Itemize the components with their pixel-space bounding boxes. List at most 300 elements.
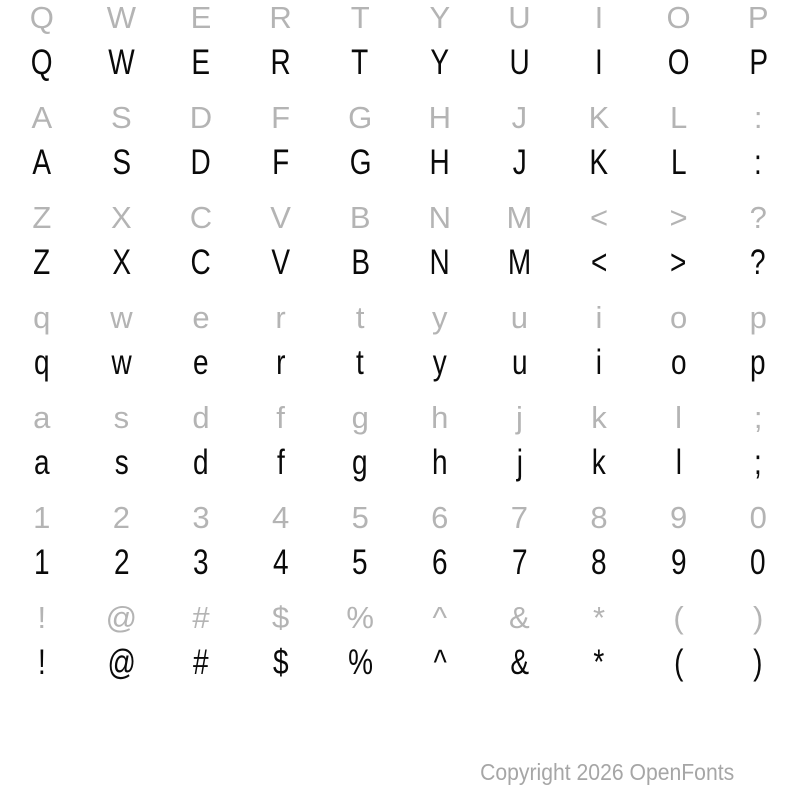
copyright-label: Copyright 2026 OpenFonts — [479, 759, 734, 785]
ghost-glyph: N — [428, 200, 451, 235]
ink-glyph: R — [270, 43, 291, 82]
ink-glyph: 8 — [591, 543, 607, 582]
glyph-cell — [639, 596, 719, 640]
glyph-cell — [718, 296, 798, 340]
glyph-cell — [82, 536, 162, 590]
ink-glyph: T — [351, 43, 369, 82]
glyph-cell — [718, 436, 798, 490]
ghost-glyph: d — [192, 400, 210, 435]
ink-glyph: H — [429, 143, 450, 182]
glyph-cell — [480, 396, 560, 440]
ink-glyph: i — [595, 343, 603, 382]
ghost-glyph: < — [589, 200, 609, 235]
ink-glyph: 5 — [352, 543, 368, 582]
ghost-glyph: X — [111, 200, 132, 235]
specimen-pair-uppercase-top-row — [2, 0, 798, 100]
glyph-cell — [559, 36, 639, 90]
glyph-cell — [161, 196, 241, 240]
glyph-cell — [241, 236, 321, 290]
ink-glyph: ^ — [433, 643, 447, 682]
glyph-cell — [161, 496, 241, 540]
specimen-pair-digits-row — [2, 500, 798, 600]
glyph-cell — [639, 196, 719, 240]
ink-glyph: U — [509, 43, 530, 82]
glyph-cell — [480, 496, 560, 540]
ink-glyph: # — [193, 643, 209, 682]
ink-glyph: K — [589, 143, 609, 182]
ghost-glyph: Z — [32, 200, 52, 235]
glyph-cell — [400, 596, 480, 640]
ghost-glyph: w — [110, 300, 133, 335]
glyph-cell — [639, 396, 719, 440]
ghost-glyph: e — [192, 300, 210, 335]
glyph-cell — [161, 396, 241, 440]
ghost-glyph: 8 — [590, 500, 608, 535]
ink-symbols-row — [2, 636, 798, 690]
glyph-cell — [2, 536, 82, 590]
ink-glyph: @ — [107, 643, 136, 682]
ghost-glyph: y — [432, 300, 448, 335]
glyph-cell — [639, 496, 719, 540]
glyph-cell — [400, 196, 480, 240]
ink-glyph: * — [593, 643, 605, 682]
ink-uppercase-home-row — [2, 136, 798, 190]
ghost-glyph: t — [355, 300, 365, 335]
ghost-glyph: l — [675, 400, 683, 435]
ghost-glyph: Q — [29, 0, 54, 35]
glyph-cell — [639, 336, 719, 390]
glyph-cell — [320, 296, 400, 340]
glyph-cell — [241, 536, 321, 590]
glyph-cell — [718, 196, 798, 240]
glyph-cell — [320, 596, 400, 640]
ghost-glyph: R — [269, 0, 292, 35]
ink-glyph: 2 — [113, 543, 130, 582]
ink-glyph: f — [276, 443, 285, 482]
glyph-cell — [320, 196, 400, 240]
ghost-glyph: 3 — [192, 500, 210, 535]
ghost-lowercase-home-row — [2, 396, 798, 440]
glyph-cell — [480, 596, 560, 640]
glyph-cell — [2, 496, 82, 540]
ghost-glyph: 9 — [669, 500, 688, 535]
glyph-cell — [480, 636, 560, 690]
ghost-glyph: 6 — [431, 500, 449, 535]
glyph-cell — [320, 396, 400, 440]
glyph-cell — [718, 96, 798, 140]
ink-glyph: t — [356, 343, 365, 382]
glyph-cell — [161, 296, 241, 340]
ghost-glyph: T — [350, 0, 370, 35]
ghost-glyph: * — [592, 600, 606, 635]
ghost-glyph: ; — [753, 400, 763, 435]
ghost-glyph: ) — [753, 600, 764, 635]
glyph-cell — [480, 196, 560, 240]
ghost-symbols-row — [2, 596, 798, 640]
glyph-cell — [480, 236, 560, 290]
glyph-cell — [2, 436, 82, 490]
glyph-cell — [559, 136, 639, 190]
ghost-glyph: S — [111, 100, 132, 135]
glyph-cell — [559, 636, 639, 690]
ghost-glyph: a — [33, 400, 51, 435]
glyph-cell — [161, 136, 241, 190]
glyph-cell — [559, 296, 639, 340]
ink-glyph: 7 — [511, 543, 528, 582]
glyph-cell — [241, 596, 321, 640]
ink-glyph: 0 — [750, 543, 766, 582]
glyph-cell — [480, 36, 560, 90]
ink-glyph: L — [670, 143, 687, 182]
glyph-cell — [2, 396, 82, 440]
ink-glyph: D — [190, 143, 212, 182]
glyph-cell — [718, 596, 798, 640]
ink-glyph: j — [516, 443, 523, 482]
specimen-pair-symbols-row — [2, 600, 798, 700]
ghost-glyph: W — [106, 0, 137, 35]
ghost-glyph: @ — [105, 600, 138, 635]
ink-glyph: ! — [37, 643, 46, 682]
ink-glyph: p — [750, 343, 766, 382]
ghost-glyph: H — [428, 100, 451, 135]
ghost-glyph: s — [113, 400, 130, 435]
ghost-glyph: & — [509, 600, 530, 635]
glyph-cell — [400, 336, 480, 390]
glyph-cell — [718, 236, 798, 290]
ink-glyph: 4 — [272, 543, 289, 582]
glyph-cell — [241, 636, 321, 690]
glyph-cell — [718, 396, 798, 440]
ink-glyph: ? — [750, 243, 766, 282]
ghost-glyph: # — [192, 600, 210, 635]
ink-glyph: $ — [272, 643, 289, 682]
ghost-glyph: i — [595, 300, 603, 335]
ghost-glyph: p — [749, 300, 767, 335]
ink-glyph: % — [347, 643, 373, 682]
ghost-glyph: ! — [37, 600, 47, 635]
ghost-glyph: 7 — [510, 500, 529, 535]
ink-glyph: E — [191, 43, 211, 82]
glyph-cell — [2, 296, 82, 340]
ink-glyph: F — [272, 143, 290, 182]
ghost-glyph: g — [351, 400, 369, 435]
ink-glyph: q — [34, 343, 50, 382]
glyph-cell — [82, 596, 162, 640]
ghost-glyph: j — [515, 400, 523, 435]
glyph-cell — [559, 396, 639, 440]
ink-lowercase-home-row — [2, 436, 798, 490]
ghost-uppercase-top-row — [2, 0, 798, 40]
glyph-cell — [559, 236, 639, 290]
glyph-cell — [82, 396, 162, 440]
specimen-grid — [2, 0, 798, 700]
glyph-cell — [82, 136, 162, 190]
glyph-cell — [718, 136, 798, 190]
glyph-cell — [639, 436, 719, 490]
glyph-cell — [82, 496, 162, 540]
glyph-cell — [161, 536, 241, 590]
glyph-cell — [400, 96, 480, 140]
glyph-cell — [320, 36, 400, 90]
glyph-cell — [161, 0, 241, 40]
glyph-cell — [320, 336, 400, 390]
ink-uppercase-bottom-row — [2, 236, 798, 290]
ghost-glyph: A — [31, 100, 53, 135]
glyph-cell — [559, 496, 639, 540]
glyph-cell — [718, 536, 798, 590]
ghost-glyph: V — [270, 200, 291, 235]
glyph-cell — [320, 536, 400, 590]
glyph-cell — [2, 136, 82, 190]
glyph-cell — [320, 0, 400, 40]
ink-glyph: o — [670, 343, 687, 382]
ink-glyph: 1 — [34, 543, 50, 582]
ink-glyph: ( — [673, 643, 684, 682]
glyph-cell — [639, 136, 719, 190]
ink-glyph: ) — [753, 643, 763, 682]
ghost-glyph: J — [511, 100, 528, 135]
glyph-cell — [241, 0, 321, 40]
glyph-cell — [639, 0, 719, 40]
glyph-cell — [161, 36, 241, 90]
glyph-cell — [718, 36, 798, 90]
ink-glyph: J — [512, 143, 527, 182]
glyph-cell — [320, 96, 400, 140]
ghost-glyph: > — [669, 200, 688, 235]
ink-glyph: Z — [33, 243, 51, 282]
ghost-glyph: % — [346, 600, 374, 635]
glyph-cell — [559, 536, 639, 590]
ghost-uppercase-home-row — [2, 96, 798, 140]
glyph-cell — [161, 596, 241, 640]
glyph-cell — [480, 136, 560, 190]
glyph-cell — [2, 36, 82, 90]
ghost-glyph: G — [348, 100, 373, 135]
ghost-glyph: ? — [749, 200, 767, 235]
glyph-cell — [559, 196, 639, 240]
ghost-glyph: 4 — [271, 500, 290, 535]
glyph-cell — [320, 636, 400, 690]
ink-glyph: 6 — [431, 543, 448, 582]
ghost-glyph: 1 — [33, 500, 51, 535]
glyph-cell — [639, 96, 719, 140]
glyph-cell — [400, 136, 480, 190]
glyph-cell — [2, 636, 82, 690]
ink-glyph: & — [510, 643, 529, 682]
ink-glyph: 9 — [670, 543, 687, 582]
ghost-glyph: ^ — [432, 600, 448, 635]
specimen-pair-lowercase-top-row — [2, 300, 798, 400]
glyph-cell — [480, 536, 560, 590]
glyph-cell — [82, 436, 162, 490]
glyph-cell — [639, 636, 719, 690]
ink-glyph: : — [754, 143, 763, 182]
glyph-cell — [241, 496, 321, 540]
ink-glyph: w — [111, 343, 132, 382]
specimen-pair-lowercase-home-row — [2, 400, 798, 500]
ghost-glyph: r — [275, 300, 286, 335]
ghost-glyph: U — [508, 0, 531, 35]
ghost-glyph: ( — [673, 600, 684, 635]
glyph-cell — [480, 436, 560, 490]
glyph-cell — [559, 96, 639, 140]
ink-uppercase-top-row — [2, 36, 798, 90]
glyph-cell — [400, 236, 480, 290]
ghost-glyph: O — [666, 0, 691, 35]
glyph-cell — [400, 636, 480, 690]
glyph-cell — [400, 536, 480, 590]
ink-glyph: l — [675, 443, 682, 482]
glyph-cell — [400, 296, 480, 340]
ink-glyph: r — [275, 343, 286, 382]
glyph-cell — [480, 0, 560, 40]
glyph-cell — [400, 496, 480, 540]
ink-glyph: u — [511, 343, 528, 382]
ink-glyph: < — [590, 243, 608, 282]
ghost-glyph: u — [510, 300, 529, 335]
glyph-cell — [559, 0, 639, 40]
ghost-lowercase-top-row — [2, 296, 798, 340]
glyph-cell — [320, 136, 400, 190]
ink-glyph: S — [112, 143, 131, 182]
ink-lowercase-top-row — [2, 336, 798, 390]
ink-glyph: X — [112, 243, 131, 282]
glyph-cell — [400, 396, 480, 440]
ink-glyph: I — [595, 43, 603, 82]
glyph-cell — [320, 436, 400, 490]
ink-digits-row — [2, 536, 798, 590]
copyright-text — [458, 758, 734, 786]
ghost-digits-row — [2, 496, 798, 540]
glyph-cell — [241, 396, 321, 440]
ghost-glyph: C — [189, 200, 213, 235]
specimen-pair-uppercase-bottom-row — [2, 200, 798, 300]
ghost-glyph: o — [669, 300, 688, 335]
glyph-cell — [2, 236, 82, 290]
glyph-cell — [82, 36, 162, 90]
ink-glyph: d — [193, 443, 209, 482]
ink-glyph: V — [271, 243, 290, 282]
glyph-cell — [161, 236, 241, 290]
ghost-glyph: $ — [271, 600, 290, 635]
ghost-glyph: k — [591, 400, 607, 435]
glyph-cell — [2, 96, 82, 140]
ghost-glyph: B — [349, 200, 371, 235]
glyph-cell — [241, 136, 321, 190]
ink-glyph: B — [350, 243, 370, 282]
glyph-cell — [161, 336, 241, 390]
ink-glyph: N — [429, 243, 450, 282]
ink-glyph: e — [193, 343, 209, 382]
glyph-cell — [718, 496, 798, 540]
ink-glyph: M — [507, 243, 532, 282]
glyph-cell — [400, 0, 480, 40]
ink-glyph: P — [748, 43, 768, 82]
ghost-glyph: h — [431, 400, 449, 435]
glyph-cell — [639, 536, 719, 590]
glyph-cell — [82, 636, 162, 690]
glyph-cell — [639, 36, 719, 90]
glyph-cell — [241, 296, 321, 340]
glyph-cell — [400, 36, 480, 90]
glyph-cell — [82, 96, 162, 140]
glyph-cell — [2, 336, 82, 390]
glyph-cell — [161, 636, 241, 690]
ink-glyph: a — [34, 443, 50, 482]
glyph-cell — [639, 236, 719, 290]
ghost-glyph: E — [190, 0, 212, 35]
ghost-glyph: M — [506, 200, 533, 235]
ink-glyph: g — [352, 443, 368, 482]
ghost-glyph: F — [271, 100, 291, 135]
glyph-cell — [82, 296, 162, 340]
glyph-cell — [241, 436, 321, 490]
glyph-cell — [241, 336, 321, 390]
ink-glyph: A — [32, 143, 52, 182]
glyph-cell — [320, 496, 400, 540]
glyph-cell — [241, 196, 321, 240]
ghost-glyph: f — [276, 400, 285, 435]
ink-glyph: k — [591, 443, 606, 482]
ghost-glyph: D — [189, 100, 213, 135]
glyph-cell — [559, 336, 639, 390]
ink-glyph: Q — [30, 43, 53, 82]
glyph-cell — [2, 196, 82, 240]
ink-glyph: s — [114, 443, 129, 482]
ink-glyph: C — [190, 243, 212, 282]
glyph-cell — [82, 336, 162, 390]
glyph-cell — [161, 96, 241, 140]
ghost-glyph: 0 — [749, 500, 767, 535]
ink-glyph: 3 — [193, 543, 209, 582]
glyph-cell — [480, 296, 560, 340]
ghost-glyph: : — [753, 100, 763, 135]
ghost-glyph: P — [747, 0, 769, 35]
ghost-uppercase-bottom-row — [2, 196, 798, 240]
glyph-cell — [400, 436, 480, 490]
ink-glyph: O — [667, 43, 690, 82]
glyph-cell — [82, 236, 162, 290]
ink-glyph: Y — [430, 43, 450, 82]
ink-glyph: y — [432, 343, 447, 382]
glyph-cell — [718, 0, 798, 40]
glyph-cell — [559, 436, 639, 490]
glyph-cell — [2, 0, 82, 40]
glyph-cell — [82, 196, 162, 240]
glyph-cell — [480, 336, 560, 390]
ink-glyph: G — [349, 143, 372, 182]
glyph-cell — [161, 436, 241, 490]
glyph-cell — [320, 236, 400, 290]
glyph-cell — [241, 96, 321, 140]
glyph-cell — [2, 596, 82, 640]
ink-glyph: W — [108, 43, 135, 82]
glyph-cell — [718, 636, 798, 690]
specimen-pair-uppercase-home-row — [2, 100, 798, 200]
ghost-glyph: 2 — [112, 500, 131, 535]
glyph-cell — [718, 336, 798, 390]
glyph-cell — [559, 596, 639, 640]
ghost-glyph: 5 — [351, 500, 369, 535]
glyph-cell — [480, 96, 560, 140]
ghost-glyph: q — [33, 300, 51, 335]
ghost-glyph: I — [594, 0, 604, 35]
ghost-glyph: Y — [429, 0, 451, 35]
glyph-cell — [82, 0, 162, 40]
glyph-cell — [639, 296, 719, 340]
ghost-glyph: L — [669, 100, 688, 135]
ghost-glyph: K — [588, 100, 610, 135]
